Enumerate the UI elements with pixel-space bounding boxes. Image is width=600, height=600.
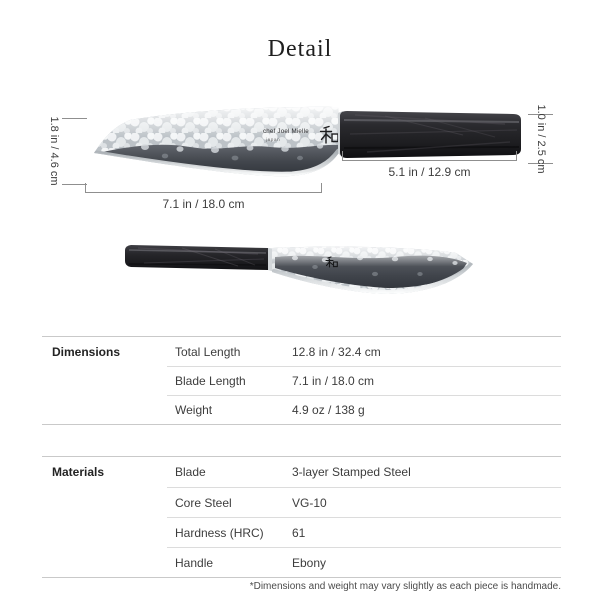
spec-row-core-steel bbox=[167, 487, 561, 517]
spec-key: Blade Length bbox=[175, 374, 246, 388]
top-knife-handle bbox=[338, 111, 521, 158]
bottom-knife-blade bbox=[260, 236, 480, 302]
spec-row-weight bbox=[167, 395, 561, 424]
spec-row-handle-material bbox=[167, 547, 561, 577]
dimensions-section bbox=[42, 336, 561, 425]
handle-length-tick-left bbox=[342, 151, 343, 161]
blade-length-tick-right bbox=[321, 183, 322, 193]
spec-key: Total Length bbox=[175, 344, 241, 359]
materials-section bbox=[42, 456, 561, 578]
handle-height-label: 1.0 in / 2.5 cm bbox=[535, 104, 547, 174]
page-title: Detail bbox=[267, 36, 333, 62]
spec-value: 61 bbox=[292, 525, 306, 540]
spec-row-hardness bbox=[167, 517, 561, 547]
blade-length-label: 7.1 in / 18.0 cm bbox=[162, 197, 245, 211]
spec-tables bbox=[42, 336, 561, 578]
spec-key: Weight bbox=[175, 403, 213, 417]
spec-key: Hardness (HRC) bbox=[175, 525, 264, 540]
blade-height-tick-bottom bbox=[62, 184, 87, 185]
bottom-knife-illustration bbox=[120, 236, 480, 302]
spec-row-total-length bbox=[167, 337, 561, 366]
spec-value: 7.1 in / 18.0 cm bbox=[292, 374, 375, 388]
spec-key: Core Steel bbox=[175, 495, 232, 510]
spec-value: 12.8 in / 32.4 cm bbox=[292, 344, 381, 359]
blade-logo-brand: chef Joel Mielle bbox=[263, 128, 309, 135]
handle-length-tick-right bbox=[516, 151, 517, 161]
blade-logo-line2: japan bbox=[266, 137, 281, 142]
blade-length-line bbox=[85, 192, 322, 193]
spec-row-blade-length bbox=[167, 366, 561, 395]
handle-length-line bbox=[342, 160, 517, 161]
spec-row-blade-material bbox=[167, 457, 561, 487]
blade-height-label: 1.8 in / 4.6 cm bbox=[48, 116, 60, 186]
spec-value: VG-10 bbox=[292, 495, 327, 510]
section-label-dimensions: Dimensions bbox=[52, 345, 121, 359]
spec-key: Handle bbox=[175, 555, 214, 570]
section-label-materials: Materials bbox=[52, 465, 105, 479]
bottom-knife-handle bbox=[125, 245, 268, 270]
spec-key: Blade bbox=[175, 465, 206, 479]
blade-height-tick-top bbox=[62, 118, 87, 119]
spec-value: 3-layer Stamped Steel bbox=[292, 465, 411, 479]
handmade-footnote: *Dimensions and weight may vary slightly as each piece is handmade. bbox=[249, 581, 561, 592]
spec-value: 4.9 oz / 138 g bbox=[292, 403, 365, 417]
handle-length-label: 5.1 in / 12.9 cm bbox=[388, 165, 471, 179]
blade-length-tick-left bbox=[85, 183, 86, 193]
spec-value: Ebony bbox=[292, 555, 327, 570]
